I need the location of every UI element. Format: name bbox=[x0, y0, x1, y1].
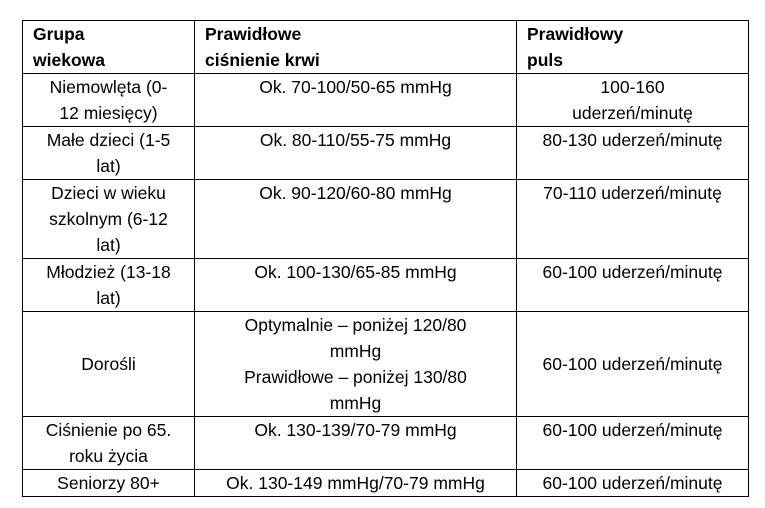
cell-text: mmHg bbox=[329, 341, 382, 361]
blood-pressure-cell bbox=[195, 470, 517, 497]
cell-text: Ok. 130-149 mmHg/70-79 mmHg bbox=[226, 473, 485, 493]
cell-text: lat) bbox=[96, 156, 121, 176]
cell-text: Dzieci w wieku bbox=[51, 183, 166, 203]
header-blood-pressure bbox=[195, 21, 517, 74]
cell-text: 100-160 bbox=[600, 77, 665, 97]
blood-pressure-cell bbox=[195, 180, 517, 259]
cell-text: 80-130 uderzeń/minutę bbox=[542, 130, 723, 150]
cell-text: Ciśnienie po 65. bbox=[45, 420, 172, 440]
table-row bbox=[23, 417, 749, 470]
cell-text: Ok. 90-120/60-80 mmHg bbox=[259, 183, 452, 203]
table-row bbox=[23, 470, 749, 497]
header-text: Prawidłowe bbox=[205, 24, 302, 44]
age-group-cell bbox=[23, 259, 195, 312]
pulse-cell bbox=[517, 417, 749, 470]
blood-pressure-cell bbox=[195, 417, 517, 470]
pulse-cell bbox=[517, 74, 749, 127]
table-row bbox=[23, 74, 749, 127]
blood-pressure-cell bbox=[195, 312, 517, 417]
table-row bbox=[23, 180, 749, 259]
age-group-cell bbox=[23, 470, 195, 497]
cell-text: 60-100 uderzeń/minutę bbox=[542, 354, 723, 374]
table-row bbox=[23, 259, 749, 312]
cell-text: Dorośli bbox=[81, 354, 136, 374]
cell-text: 60-100 uderzeń/minutę bbox=[542, 262, 723, 282]
age-group-cell bbox=[23, 127, 195, 180]
table-row bbox=[23, 312, 749, 417]
cell-text: Małe dzieci (1-5 bbox=[46, 130, 171, 150]
cell-text: Ok. 80-110/55-75 mmHg bbox=[259, 130, 452, 150]
cell-text: Niemowlęta (0- bbox=[49, 77, 168, 97]
cell-text: Młodzież (13-18 bbox=[46, 262, 171, 282]
cell-text: Prawidłowe – poniżej 130/80 bbox=[244, 367, 467, 387]
cell-text: roku życia bbox=[69, 446, 148, 466]
cell-text: szkolnym (6-12 bbox=[49, 209, 168, 229]
pulse-cell bbox=[517, 259, 749, 312]
cell-text: mmHg bbox=[329, 393, 382, 413]
cell-text: Ok. 130-139/70-79 mmHg bbox=[254, 420, 457, 440]
cell-text: 70-110 uderzeń/minutę bbox=[543, 183, 722, 203]
header-text: puls bbox=[527, 50, 563, 70]
header-text: ciśnienie krwi bbox=[205, 50, 320, 70]
cell-text: lat) bbox=[96, 235, 121, 255]
pulse-cell bbox=[517, 127, 749, 180]
blood-pressure-cell bbox=[195, 127, 517, 180]
pulse-cell bbox=[517, 312, 749, 417]
table-body bbox=[23, 74, 749, 497]
age-group-cell bbox=[23, 74, 195, 127]
cell-text: 60-100 uderzeń/minutę bbox=[542, 473, 723, 493]
cell-text: Optymalnie – poniżej 120/80 bbox=[244, 315, 467, 335]
cell-text: Ok. 100-130/65-85 mmHg bbox=[254, 262, 457, 282]
blood-pressure-table bbox=[22, 20, 749, 497]
age-group-cell bbox=[23, 180, 195, 259]
cell-text: lat) bbox=[96, 288, 121, 308]
header-text: wiekowa bbox=[33, 50, 105, 70]
blood-pressure-cell bbox=[195, 259, 517, 312]
age-group-cell bbox=[23, 312, 195, 417]
header-text: Grupa bbox=[33, 24, 85, 44]
cell-text: 60-100 uderzeń/minutę bbox=[542, 420, 723, 440]
header-age-group bbox=[23, 21, 195, 74]
blood-pressure-cell bbox=[195, 74, 517, 127]
header-row bbox=[23, 21, 749, 74]
cell-text: 12 miesięcy) bbox=[59, 103, 158, 123]
table-row bbox=[23, 127, 749, 180]
cell-text: Ok. 70-100/50-65 mmHg bbox=[259, 77, 452, 97]
age-group-cell bbox=[23, 417, 195, 470]
header-pulse bbox=[517, 21, 749, 74]
cell-text: uderzeń/minutę bbox=[572, 103, 693, 123]
pulse-cell bbox=[517, 470, 749, 497]
header-text: Prawidłowy bbox=[527, 24, 624, 44]
pulse-cell bbox=[517, 180, 749, 259]
cell-text: Seniorzy 80+ bbox=[57, 473, 160, 493]
